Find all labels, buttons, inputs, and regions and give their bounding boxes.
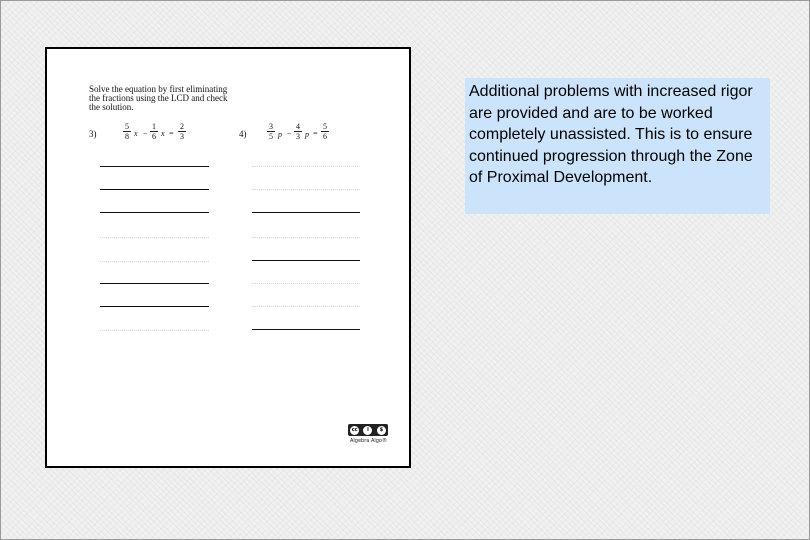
worksheet-instructions: Solve the equation by first eliminating the fractions using the LCD and check the solution. xyxy=(89,84,228,112)
creative-commons-badge xyxy=(348,424,388,436)
problem-4-fraction-3: 5 6 xyxy=(323,122,327,141)
faint-answer-line xyxy=(252,306,360,307)
problem-3-fraction-1: 5 8 xyxy=(125,122,129,141)
problem-4-fraction-2: 4 3 xyxy=(296,122,300,141)
problem-3-op-1: − xyxy=(143,129,148,138)
problem-4-op-1: − xyxy=(287,129,292,138)
answer-line xyxy=(252,329,360,330)
faint-answer-line xyxy=(252,283,360,284)
answer-line xyxy=(100,283,209,284)
answer-line xyxy=(100,189,209,190)
problem-3-fraction-3: 2 3 xyxy=(180,122,184,141)
problem-4-number: 4) xyxy=(239,129,247,139)
cc-icon: cc xyxy=(351,426,358,433)
problem-4-fraction-1: 3 5 xyxy=(269,122,273,141)
problem-4-equals: = xyxy=(313,129,318,138)
faint-answer-line xyxy=(100,330,209,331)
problem-4-var-1: p xyxy=(278,130,282,139)
problem-4-var-2: p xyxy=(305,130,309,139)
explanation-note: Additional problems with increased rigor are provided and are to be worked completely unassisted. This is to ensure continued progression through the Zone of Proximal Development. xyxy=(465,78,770,214)
problem-3-fraction-2: 1 6 xyxy=(152,122,156,141)
worksheet-credit: Algebra Algo® xyxy=(350,438,387,444)
faint-answer-line xyxy=(252,166,360,167)
answer-line xyxy=(100,306,209,307)
faint-answer-line xyxy=(100,237,209,238)
noncommercial-icon: $ xyxy=(377,426,386,435)
answer-line xyxy=(252,212,360,213)
faint-answer-line xyxy=(252,189,360,190)
worksheet-image xyxy=(45,47,411,468)
faint-answer-line xyxy=(100,261,209,262)
problem-3-var-1: x xyxy=(134,129,138,138)
attribution-icon: i xyxy=(363,426,372,435)
problem-3-var-2: x xyxy=(161,129,165,138)
answer-line xyxy=(100,166,209,167)
faint-answer-line xyxy=(252,237,360,238)
answer-line xyxy=(100,212,209,213)
problem-3-number: 3) xyxy=(89,129,97,139)
problem-3-equals: = xyxy=(169,129,174,138)
answer-line xyxy=(252,260,360,261)
